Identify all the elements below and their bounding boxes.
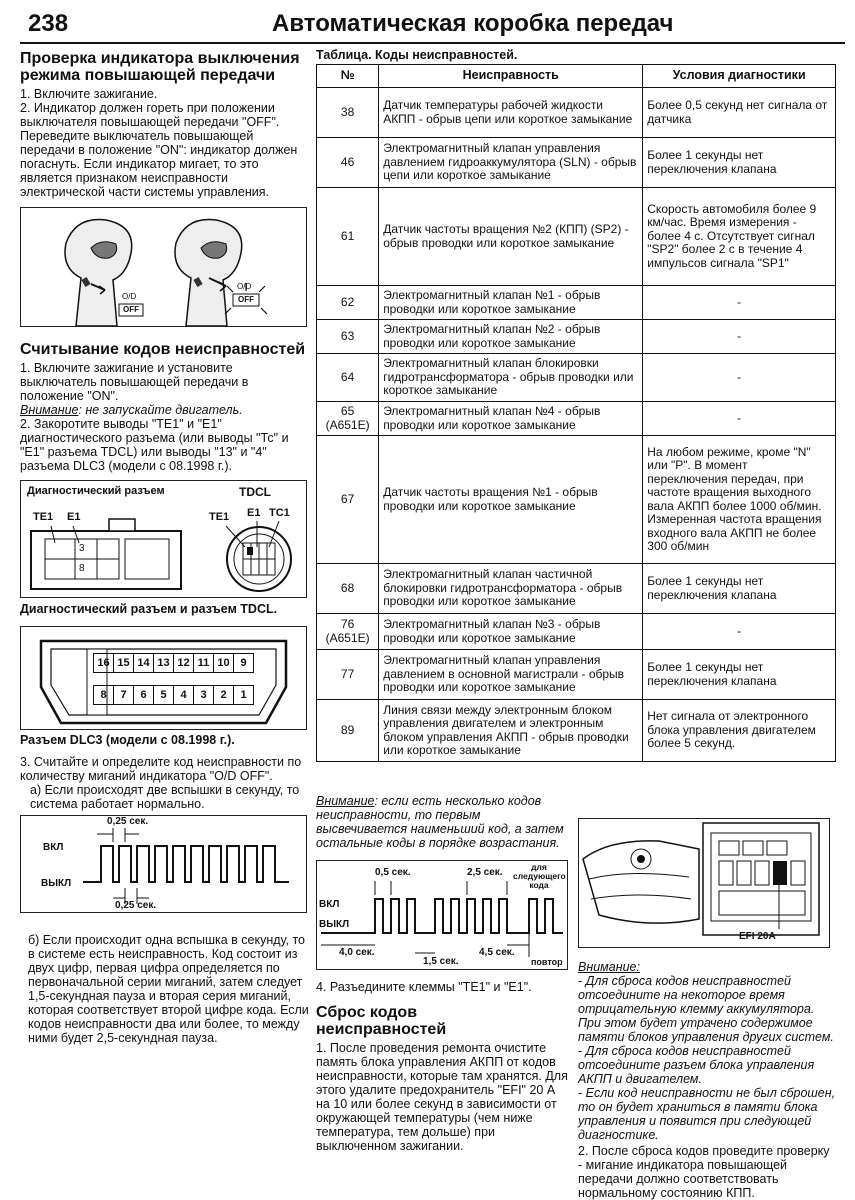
wave2-repeat: повтор <box>531 957 563 967</box>
wave1-t-bottom: 0,25 сек. <box>115 900 157 911</box>
dlc3-pin: 4 <box>174 686 194 704</box>
connector-figure <box>20 480 307 598</box>
counting-step3: 3. Считайте и определите код неисправности по количеству миганий индикатора "O/D OFF". <box>20 755 302 783</box>
table-title: Таблица. Коды неисправностей. <box>316 48 518 62</box>
reading-step2: 2. Закоротите выводы "TE1" и "E1" диагностического разъема (или выводы "Тс" и "E1" разъема TDCL) или выводы "13" и "4" разъема DLC3 (модели с 08.1998 г.). <box>20 417 289 473</box>
fault-description: Электромагнитный клапан частичной блокировки гидротрансформатора - обрыв проводки или короткое замыкание <box>379 564 643 614</box>
dlc3-figure <box>20 626 307 730</box>
multi-code-note <box>316 794 568 850</box>
wave2-off: ВЫКЛ <box>319 919 350 930</box>
fault-description: Датчик температуры рабочей жидкости АКПП - обрыв цепи или короткое замыкание <box>379 88 643 138</box>
table-row <box>317 188 836 286</box>
code-number: 46 <box>317 138 379 188</box>
wave1-off: ВЫКЛ <box>41 878 72 889</box>
header-conditions: Условия диагностики <box>643 65 836 88</box>
od-check-step1: 1. Включите зажигание. <box>20 87 158 101</box>
dlc3-pin: 6 <box>134 686 154 704</box>
reading-warning-label: Внимание <box>20 403 79 417</box>
diagnostic-condition: - <box>643 354 836 402</box>
e1-label-right: E1 <box>247 507 261 519</box>
side-note-item1: - Для сброса кодов неисправностей отсоедините на некоторое время отрицательную клемму аккумулятора. При этом будет утрачено содержимое памяти блоков управления других систем. <box>578 974 834 1044</box>
tdcl-title: TDCL <box>239 485 271 499</box>
side-note-item3: - Если код неисправности не был сброшен, то он будет храниться в памяти блока управления и появится при следующей диагностике. <box>578 1086 836 1142</box>
diag-connector-title: Диагностический разъем <box>27 485 165 497</box>
wave2-t4: 1,5 сек. <box>423 956 459 967</box>
running-head: Автоматическая коробка передач <box>272 10 674 37</box>
side-note-label: Внимание: <box>578 960 640 974</box>
fault-description: Электромагнитный клапан блокировки гидротрансформатора - обрыв проводки или короткое замыкание <box>379 354 643 402</box>
dlc3-top-row <box>93 653 254 673</box>
reading-heading: Считывание кодов неисправностей <box>20 341 306 358</box>
code-number: 76 (A651E) <box>317 614 379 650</box>
code-number: 77 <box>317 650 379 700</box>
wave2-t3: 4,0 сек. <box>339 947 375 958</box>
od-check-text: Переведите выключатель повышающей передачи в положение "ON": индикатор должен погаснуть. Если индикатор мигает, то это является признаком неисправности электрической части системы управления. <box>20 129 298 199</box>
fault-description: Электромагнитный клапан управления давлением в основной магистрали - обрыв проводки или короткое замыкание <box>379 650 643 700</box>
efi-fuse-label: EFI 20A <box>739 931 776 942</box>
dlc3-pin: 2 <box>214 686 234 704</box>
lower-left-subcolumn <box>316 794 568 1153</box>
wave2-on: ВКЛ <box>319 899 340 910</box>
connector-drawing <box>21 481 306 597</box>
normal-blink-wave <box>21 816 306 912</box>
table-row <box>317 320 836 354</box>
fault-description: Датчик частоты вращения №1 - обрыв проводки или короткое замыкание <box>379 436 643 564</box>
fault-description: Электромагнитный клапан №2 - обрыв проводки или короткое замыкание <box>379 320 643 354</box>
diagnostic-condition: Более 1 секунды нет переключения клапана <box>643 138 836 188</box>
dlc3-drawing <box>21 627 306 729</box>
fault-description: Электромагнитный клапан управления давлением гидроаккумулятора (SLN) - обрыв цепи или короткое замыкание <box>379 138 643 188</box>
code-number: 67 <box>317 436 379 564</box>
page-number: 238 <box>28 10 69 37</box>
diagnostic-condition: - <box>643 614 836 650</box>
off-label-1: OFF <box>123 305 139 314</box>
table-row <box>317 138 836 188</box>
code-number: 62 <box>317 286 379 320</box>
dlc3-pin: 13 <box>154 654 174 672</box>
te1-label-left: TE1 <box>33 511 54 523</box>
fault-codes-table <box>316 64 836 762</box>
wave2-t2: 2,5 сек. <box>467 867 503 878</box>
table-row <box>317 436 836 564</box>
side-note-item2: - Для сброса кодов неисправностей отсоедините разъем блока управления АКПП и двигателем. <box>578 1044 815 1086</box>
dlc3-pin: 7 <box>114 686 134 704</box>
reset-step1: 1. После проведения ремонта очистите память блока управления АКПП от кодов неисправности, которые там хранятся. Для этого удалите предохранитель "EFI" 20 А на 10 или более секунд в зависимости от окружающей температуры (чем ниже температура, тем дольше) при выключенном зажигании. <box>316 1041 568 1153</box>
counting-b: б) Если происходит одна вспышка в секунду, то в системе есть неисправность. Код состоит из двух цифр, первая цифра определяется по первоначальной серии миганий, затем следует 1,5-секундная пауза и вторая серия миганий, которая соответствует второй цифре кода. Если кодов неисправности два или более, то между ними будет 2,5-секундная пауза. <box>28 933 309 1045</box>
diagnostic-condition: Более 1 секунды нет переключения клапана <box>643 564 836 614</box>
right-column <box>316 48 836 1200</box>
diagnostic-condition: Более 1 секунды нет переключения клапана <box>643 650 836 700</box>
multi-code-note-text: : если есть несколько кодов неисправности, то первым высвечивается наименьший код, а затем остальные коды в порядке возрастания. <box>316 794 564 850</box>
table-row <box>317 354 836 402</box>
od-check-heading: Проверка индикатора выключения режима повышающей передачи <box>20 50 300 84</box>
multi-code-note-label: Внимание <box>316 794 375 808</box>
code-number: 63 <box>317 320 379 354</box>
dlc3-pin: 5 <box>154 686 174 704</box>
engine-bay-drawing <box>579 819 829 947</box>
diagnostic-condition: Нет сигнала от электронного блока управления двигателем более 5 секунд. <box>643 700 836 762</box>
fault-description: Линия связи между электронным блоком управления двигателем и электронным блоком управления АКПП - обрыв проводки или короткое замыкание <box>379 700 643 762</box>
fault-code-wave-figure <box>316 860 568 970</box>
header-num: № <box>317 65 379 88</box>
dlc3-bottom-row <box>93 685 254 705</box>
code-number: 68 <box>317 564 379 614</box>
e1-label-left: E1 <box>67 511 81 523</box>
normal-blink-figure <box>20 815 307 913</box>
dlc3-pin: 8 <box>94 686 114 704</box>
pin-3-label: 3 <box>79 543 85 554</box>
lower-right-subcolumn <box>578 818 836 1200</box>
dlc3-pin: 16 <box>94 654 114 672</box>
wave1-t-top: 0,25 сек. <box>107 816 149 827</box>
table-row <box>317 700 836 762</box>
table-row <box>317 564 836 614</box>
code-number: 89 <box>317 700 379 762</box>
table-row <box>317 614 836 650</box>
diagnostic-condition: - <box>643 320 836 354</box>
table-header-row <box>317 65 836 88</box>
code-number: 61 <box>317 188 379 286</box>
reading-warning <box>20 403 310 417</box>
fault-description: Электромагнитный клапан №1 - обрыв проводки или короткое замыкание <box>379 286 643 320</box>
code-number: 65 (A651E) <box>317 402 379 436</box>
fault-description: Датчик частоты вращения №2 (КПП) (SP2) - обрыв проводки или короткое замыкание <box>379 188 643 286</box>
wave2-next-code: для следующего кода <box>513 862 566 890</box>
diagnostic-condition: На любом режиме, кроме "N" или "P". В момент переключения передач, при частоте вращения выходного вала АКПП более 1000 об/мин. Измеренная частота вращения входного вала АКПП не более 300 об/мин <box>643 436 836 564</box>
dlc3-pin: 10 <box>214 654 234 672</box>
table-row <box>317 650 836 700</box>
fuse-box-figure <box>578 818 830 948</box>
left-column <box>20 48 310 1045</box>
reset-heading: Сброс кодов неисправностей <box>316 1004 447 1038</box>
code-number: 38 <box>317 88 379 138</box>
diagnostic-condition: Скорость автомобиля более 9 км/час. Время измерения - более 4 с. Отсутствует сигнал "SP2" более 2 с в течение 4 импульсов сигнала "SP1" <box>643 188 836 286</box>
tc1-label: TC1 <box>269 507 290 519</box>
dlc3-caption: Разъем DLC3 (модели с 08.1998 г.). <box>20 733 235 747</box>
reading-step1: 1. Включите зажигание и установите выключатель повышающей передачи в положение "ON". <box>20 361 249 403</box>
diagnostic-condition: Более 0,5 секунд нет сигнала от датчика <box>643 88 836 138</box>
table-row <box>317 402 836 436</box>
wave1-on: ВКЛ <box>43 842 64 853</box>
code-number: 64 <box>317 354 379 402</box>
te1-label-right: TE1 <box>209 511 230 523</box>
dlc3-pin: 14 <box>134 654 154 672</box>
gear-knob-figure <box>20 207 307 327</box>
od-check-step2: 2. Индикатор должен гореть при положении выключателя повышающей передачи "OFF". <box>20 101 280 129</box>
dlc3-pin: 9 <box>240 657 247 669</box>
header-fault: Неисправность <box>379 65 643 88</box>
off-label-2: OFF <box>238 295 254 304</box>
dlc3-pin: 12 <box>174 654 194 672</box>
header-rule <box>20 42 845 44</box>
od-label-1: O/D <box>122 292 137 301</box>
fault-description: Электромагнитный клапан №4 - обрыв проводки или короткое замыкание <box>379 402 643 436</box>
fault-description: Электромагнитный клапан №3 - обрыв проводки или короткое замыкание <box>379 614 643 650</box>
table-row <box>317 286 836 320</box>
connector-caption: Диагностический разъем и разъем TDCL. <box>20 602 278 616</box>
dlc3-pin: 11 <box>194 654 214 672</box>
table-row <box>317 88 836 138</box>
od-label-2: O/D <box>237 282 252 291</box>
diagnostic-condition: - <box>643 402 836 436</box>
diagnostic-condition: - <box>643 286 836 320</box>
wave2-t5: 4,5 сек. <box>479 947 515 958</box>
dlc3-pin: 3 <box>194 686 214 704</box>
wave2-t1: 0,5 сек. <box>375 867 411 878</box>
reading-warning-text: : не запускайте двигатель. <box>78 403 243 417</box>
pin-8-label: 8 <box>79 563 85 574</box>
step4: 4. Разъедините клеммы "TE1" и "E1". <box>316 980 532 994</box>
reset-step2: 2. После сброса кодов проведите проверку - мигание индикатора повышающей передачи должно соответствовать нормальному состоянию КПП. <box>578 1144 830 1200</box>
counting-a: а) Если происходят две вспышки в секунду, то система работает нормально. <box>30 783 300 811</box>
dlc3-pin: 15 <box>114 654 134 672</box>
gear-knob-drawing <box>21 208 306 326</box>
dlc3-pin: 1 <box>240 689 247 701</box>
